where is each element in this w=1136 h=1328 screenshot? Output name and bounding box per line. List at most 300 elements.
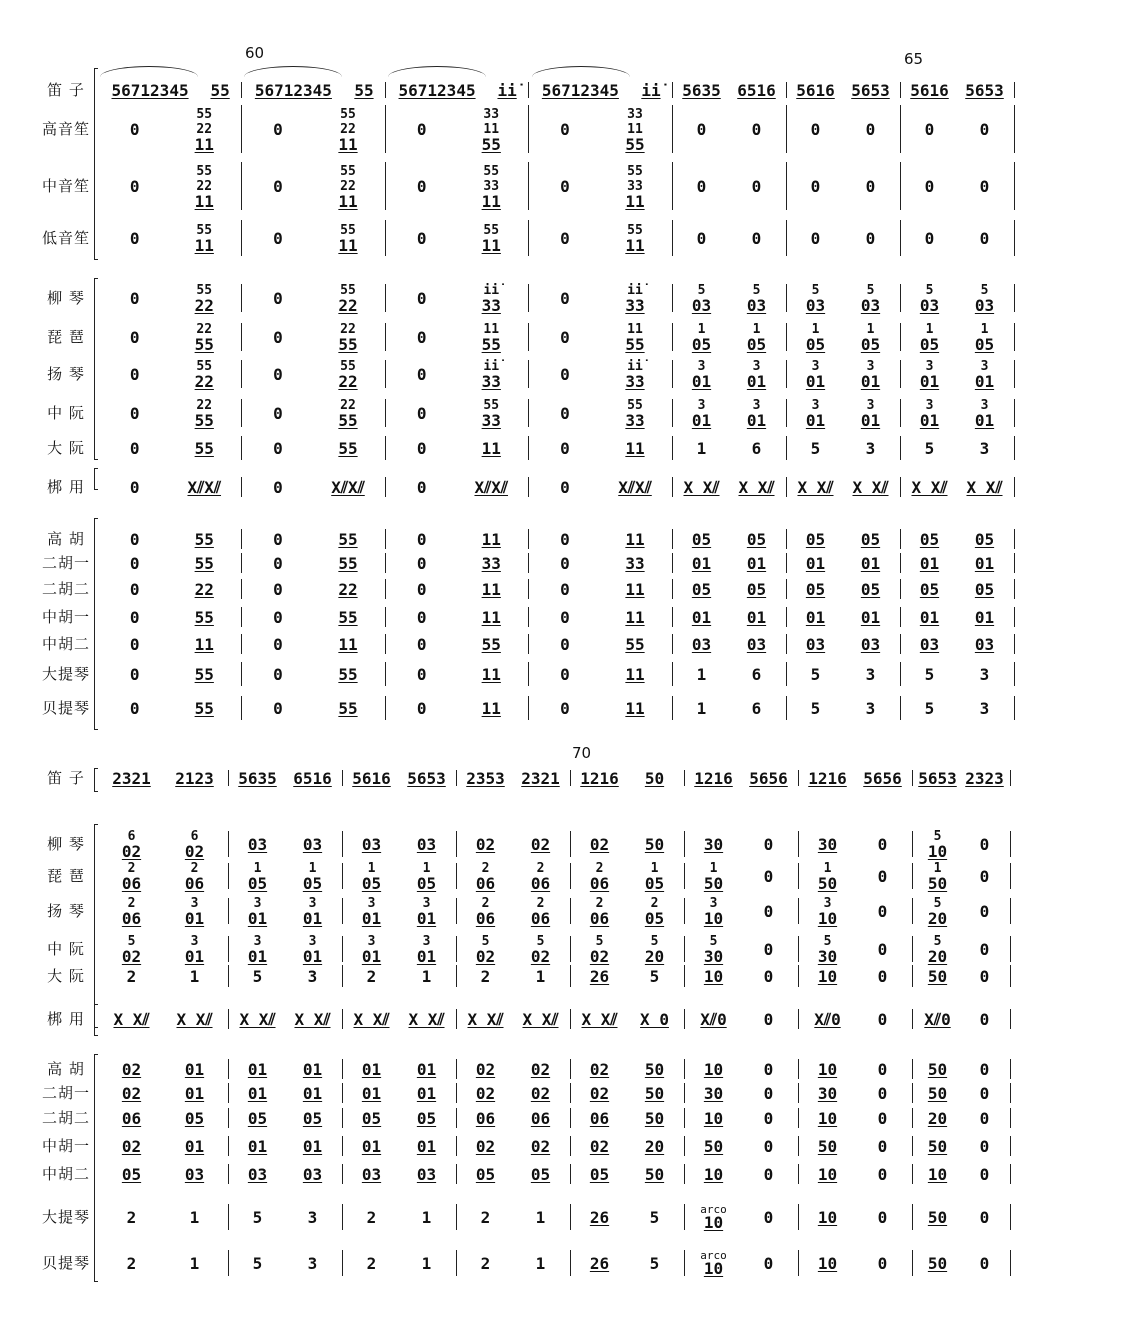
instrument-label: 中胡二: [41, 1165, 90, 1183]
bar-line: [912, 1136, 913, 1156]
beat-cell: [686, 1136, 741, 1156]
note-group: 02: [475, 1136, 496, 1156]
beat-cell: [313, 579, 383, 599]
bar-line: [528, 284, 529, 312]
note-group: 02: [121, 1136, 142, 1156]
beat-cell: [100, 327, 170, 347]
note-group: 05: [644, 874, 665, 893]
beat-cell: [729, 359, 784, 389]
beat-cell: [843, 283, 898, 313]
bar-line: [912, 965, 913, 987]
note-group: 50: [927, 966, 948, 986]
beat-cell: [163, 1083, 226, 1103]
beat-cell: [243, 176, 313, 196]
bar-line: [241, 662, 242, 686]
note-group: 56712345: [398, 80, 476, 100]
beat-cell: [100, 1136, 163, 1156]
note-group: 11: [194, 134, 214, 154]
instrument-row: [38, 660, 1098, 688]
bar-line: [1014, 477, 1015, 497]
note-group: 5: [924, 664, 935, 684]
note-group: 20: [927, 947, 948, 966]
instrument-label: 中胡一: [41, 608, 90, 626]
beat-cell: [741, 939, 796, 959]
note-group: 5: [866, 283, 875, 298]
note-group: 3: [307, 966, 318, 986]
bar-line: [456, 1204, 457, 1230]
instrument-label: 大 阮: [47, 967, 85, 985]
bar-line: [342, 863, 343, 889]
note-group: 03: [919, 634, 940, 654]
beat-cell: [170, 438, 240, 458]
note-group: 01: [302, 1136, 323, 1156]
bar-line: [456, 1009, 457, 1029]
beat-cell: [457, 529, 527, 549]
note-group: 50: [644, 1083, 665, 1103]
note-group: 3: [865, 664, 876, 684]
beat-cell: [686, 1108, 741, 1128]
note-group: 03: [860, 634, 881, 654]
note-group: 06: [121, 1108, 142, 1128]
beat-cell: [100, 861, 163, 891]
bar-line: [1010, 1108, 1011, 1128]
note-group: 5: [595, 934, 604, 949]
beat-cell: [788, 634, 843, 654]
beat-cell: [200, 80, 240, 100]
note-group: 0: [273, 119, 283, 139]
beat-cell: [457, 553, 527, 573]
beat-cell: [600, 322, 670, 352]
beat-cell: [458, 966, 513, 986]
note-group: 10: [927, 842, 948, 861]
bar-line: [528, 696, 529, 720]
note-group: 0: [877, 834, 888, 854]
beat-cell: [458, 1136, 513, 1156]
beat-cell: [729, 634, 784, 654]
beat-cell: [788, 359, 843, 389]
bar-line: [570, 965, 571, 987]
bar-line: [528, 553, 529, 573]
beat-cell: [729, 607, 784, 627]
note-group: 3: [925, 398, 934, 413]
note-group: 0: [273, 403, 283, 423]
beat-cell: [457, 438, 527, 458]
note-group: 3: [190, 896, 199, 911]
instrument-row: [38, 218, 1098, 258]
note-group: 5: [649, 1207, 660, 1227]
note-group: 0: [560, 553, 570, 573]
note-group: 06: [475, 909, 496, 928]
note-group: 3: [866, 398, 875, 413]
beat-cell: [100, 477, 170, 497]
note-group: 5656: [749, 768, 788, 788]
beat-cell: [800, 1083, 855, 1103]
bar-line: [1014, 284, 1015, 312]
bar-line: [528, 634, 529, 654]
beat-cell: [600, 223, 670, 253]
beat-cell: [800, 1108, 855, 1128]
bar-line: [456, 898, 457, 924]
note-group: 0: [273, 529, 283, 549]
note-group: 55: [481, 134, 501, 154]
note-group: 33: [627, 178, 643, 194]
instrument-label: 二胡二: [41, 1109, 90, 1127]
beat-cell: [100, 553, 170, 573]
beat-cell: [313, 107, 383, 152]
note-group: X X⫽: [294, 1009, 331, 1029]
note-group: 5: [924, 438, 935, 458]
note-group: 2: [595, 861, 604, 876]
note-group: 3: [422, 896, 431, 911]
note-group: 3: [308, 896, 317, 911]
note-group: 02: [475, 947, 496, 966]
note-group: 2: [127, 861, 136, 876]
note-group: 01: [974, 607, 995, 627]
note-group: 01: [302, 909, 323, 928]
instrument-row: [38, 160, 1098, 212]
bar-line: [1014, 696, 1015, 720]
note-group: i̇i̇: [497, 80, 517, 100]
note-group: 05: [746, 579, 767, 599]
bar-line: [900, 220, 901, 256]
beat-cell: [729, 176, 784, 196]
note-group: 33: [481, 411, 501, 430]
bar-line: [385, 105, 386, 153]
beat-cell: [902, 634, 957, 654]
beat-cell: [313, 529, 383, 549]
note-group: 1: [933, 861, 942, 876]
beat-cell: [100, 1083, 163, 1103]
note-group: 3: [367, 934, 376, 949]
beat-cell: [843, 176, 898, 196]
note-group: 55: [625, 335, 645, 354]
instrument-row: [38, 605, 1098, 629]
note-group: 2323: [965, 768, 1004, 788]
note-group: 50: [644, 1059, 665, 1079]
beat-cell: [902, 664, 957, 684]
note-group: 0: [560, 634, 570, 654]
note-group: 0: [979, 1059, 990, 1079]
bar-line: [228, 1204, 229, 1230]
beat-cell: [729, 228, 784, 248]
bar-line: [672, 477, 673, 497]
note-group: 02: [530, 1083, 551, 1103]
beat-cell: [163, 934, 226, 964]
note-group: 3: [367, 896, 376, 911]
beat-cell: [100, 403, 170, 423]
measure-number: 60: [245, 44, 265, 62]
note-group: 0: [273, 477, 283, 497]
beat-cell: [100, 1108, 163, 1128]
note-group: 02: [589, 1059, 610, 1079]
beat-cell: [914, 1207, 961, 1227]
note-group: 0: [979, 901, 990, 921]
note-group: 5: [933, 896, 942, 911]
note-group: 11: [338, 191, 358, 211]
note-group: 0: [129, 529, 140, 549]
beat-cell: [961, 1083, 1008, 1103]
beat-cell: [100, 176, 170, 196]
beat-cell: [170, 283, 240, 313]
note-group: 06: [184, 874, 205, 893]
beat-cell: [600, 664, 670, 684]
beat-cell: [572, 1108, 627, 1128]
beat-cell: [100, 664, 170, 684]
beat-cell: [957, 228, 1012, 248]
note-group: 30: [703, 1083, 724, 1103]
note-group: 33: [625, 411, 645, 430]
note-group: 01: [184, 1059, 205, 1079]
note-group: 06: [530, 909, 551, 928]
beat-cell: [230, 1059, 285, 1079]
note-group: 3: [697, 398, 706, 413]
beat-cell: [387, 364, 457, 384]
beat-cell: [457, 322, 527, 352]
beat-cell: [344, 1108, 399, 1128]
note-group: 1216: [694, 768, 733, 788]
note-group: 1: [697, 322, 706, 337]
instrument-label: 中胡一: [41, 1137, 90, 1155]
beat-cell: [914, 1164, 961, 1184]
note-group: 05: [860, 529, 881, 549]
beat-cell: [741, 1253, 796, 1273]
bar-line: [1014, 579, 1015, 599]
note-group: 01: [919, 553, 940, 573]
note-group: 02: [589, 947, 610, 966]
bar-line: [570, 1164, 571, 1184]
note-group: 20: [927, 1108, 948, 1128]
bar-line: [1014, 360, 1015, 388]
note-group: 11: [481, 438, 501, 458]
note-group: 55: [338, 529, 358, 549]
note-group: X X⫽: [408, 1009, 445, 1029]
beat-cell: [458, 861, 513, 891]
beat-cell: [600, 634, 670, 654]
beat-cell: [902, 228, 957, 248]
note-group: 1: [421, 966, 432, 986]
beat-cell: [313, 698, 383, 718]
note-group: 0: [416, 529, 427, 549]
note-group: 0: [129, 607, 140, 627]
bar-line: [900, 105, 901, 153]
beat-cell: [163, 768, 226, 788]
note-group: 05: [805, 579, 826, 599]
note-group: 3: [866, 359, 875, 374]
note-group: X⫽X⫽: [187, 477, 222, 497]
note-group: 06: [475, 874, 496, 893]
bar-line: [241, 579, 242, 599]
bar-line: [1010, 965, 1011, 987]
beat-cell: [530, 438, 600, 458]
beat-cell: [170, 477, 240, 497]
beat-cell: [843, 322, 898, 352]
note-group: 11: [194, 634, 214, 654]
note-group: 0: [129, 477, 140, 497]
beat-cell: [686, 768, 741, 788]
beat-cell: [399, 896, 454, 926]
note-group: 2: [126, 966, 137, 986]
note-group: 5635: [238, 768, 277, 788]
beat-cell: [674, 322, 729, 352]
beat-cell: [957, 698, 1012, 718]
bar-line: [1014, 553, 1015, 573]
note-group: 11: [338, 236, 358, 255]
beat-cell: [230, 966, 285, 986]
bar-line: [912, 770, 913, 786]
beat-cell: [387, 634, 457, 654]
bar-line: [570, 770, 571, 786]
note-group: 01: [416, 1083, 437, 1103]
beat-cell: [788, 698, 843, 718]
note-group: 05: [121, 1164, 142, 1184]
note-group: 01: [691, 411, 712, 430]
beat-cell: [600, 529, 670, 549]
note-group: 02: [121, 947, 142, 966]
note-group: X X⫽: [113, 1009, 150, 1029]
bar-line: [912, 1204, 913, 1230]
instrument-row: [38, 434, 1098, 462]
note-group: 2321: [521, 768, 560, 788]
beat-cell: [399, 934, 454, 964]
measure-number: 65: [904, 50, 924, 68]
note-group: 0: [763, 1108, 774, 1128]
bar-line: [912, 1059, 913, 1079]
beat-cell: [600, 438, 670, 458]
note-group: 02: [589, 1136, 610, 1156]
note-group: 11: [481, 664, 501, 684]
note-group: 2: [536, 861, 545, 876]
note-group: 03: [805, 634, 826, 654]
beat-cell: [600, 477, 670, 497]
beat-cell: [458, 768, 513, 788]
note-group: 0: [273, 698, 283, 718]
beat-cell: [741, 1207, 796, 1227]
beat-cell: [458, 1164, 513, 1184]
bar-line: [241, 553, 242, 573]
note-group: 11: [627, 121, 643, 137]
bar-line: [798, 936, 799, 962]
note-group: 0: [877, 1164, 888, 1184]
beat-cell: [313, 322, 383, 352]
bar-line: [241, 696, 242, 720]
note-group: 05: [247, 874, 268, 893]
beat-cell: [457, 107, 527, 152]
note-group: 55: [481, 634, 501, 654]
bar-line: [385, 399, 386, 427]
beat-cell: [457, 477, 527, 497]
note-group: X⫽X⫽: [618, 477, 652, 497]
beat-cell: [788, 579, 843, 599]
beat-cell: [961, 966, 1008, 986]
beat-cell: [843, 698, 898, 718]
note-group: 22: [340, 398, 356, 413]
score-page: [38, 38, 1098, 1290]
note-group: 3: [823, 896, 832, 911]
beat-cell: [399, 966, 454, 986]
bar-line: [900, 284, 901, 312]
beat-cell: [686, 966, 741, 986]
note-group: 01: [302, 1083, 323, 1103]
beat-cell: [513, 861, 568, 891]
note-group: 50: [927, 1083, 948, 1103]
beat-cell: [230, 934, 285, 964]
bar-line: [241, 323, 242, 351]
bar-line: [456, 1164, 457, 1184]
beat-cell: [513, 1009, 568, 1029]
bar-line: [241, 529, 242, 549]
beat-cell: [100, 288, 170, 308]
note-group: 0: [979, 228, 990, 248]
beat-cell: [741, 1108, 796, 1128]
beat-cell: [961, 1253, 1008, 1273]
beat-cell: [530, 607, 600, 627]
beat-cell: [914, 1108, 961, 1128]
instrument-label: 扬 琴: [47, 365, 85, 383]
beat-cell: [100, 698, 170, 718]
note-group: 6: [127, 829, 136, 844]
note-group: 10: [817, 1207, 838, 1227]
beat-cell: [572, 1059, 627, 1079]
note-group: 6: [751, 698, 762, 718]
beat-cell: [163, 1009, 226, 1029]
note-group: 0: [865, 119, 876, 139]
note-group: 6516: [737, 80, 776, 100]
bar-line: [798, 1204, 799, 1230]
note-group: 5: [481, 934, 490, 949]
bar-line: [342, 965, 343, 987]
beat-cell: [914, 768, 961, 788]
note-group: 01: [691, 607, 712, 627]
note-group: 1: [253, 861, 262, 876]
note-group: 02: [475, 1059, 496, 1079]
beat-cell: [230, 1207, 285, 1227]
bar-line: [228, 1009, 229, 1029]
instrument-label: 琵 琶: [47, 867, 85, 885]
bar-line: [228, 965, 229, 987]
beat-cell: [788, 529, 843, 549]
note-group: 0: [129, 288, 140, 308]
bar-line: [228, 1136, 229, 1156]
note-group: 5: [252, 1207, 263, 1227]
instrument-row: [38, 768, 1098, 788]
note-group: 50: [644, 768, 665, 788]
beat-cell: [285, 1009, 340, 1029]
beat-cell: [163, 861, 226, 891]
beat-cell: [313, 164, 383, 209]
beat-cell: [457, 634, 527, 654]
bar-line: [786, 436, 787, 460]
instrument-label: 大提琴: [41, 665, 90, 683]
note-group: 02: [530, 1136, 551, 1156]
bar-line: [684, 863, 685, 889]
note-group: 0: [877, 901, 888, 921]
note-group: 5: [536, 934, 545, 949]
note-group: 01: [919, 411, 940, 430]
beat-cell: [843, 398, 898, 428]
note-group: 5653: [851, 80, 890, 100]
beat-cell: [914, 1136, 961, 1156]
beat-cell: [686, 1009, 741, 1029]
beat-cell: [914, 966, 961, 986]
beat-cell: [530, 119, 600, 139]
bar-line: [786, 579, 787, 599]
note-group: 2: [536, 896, 545, 911]
beat-cell: [961, 1207, 1008, 1227]
note-group: 0: [979, 176, 990, 196]
beat-cell: [674, 176, 729, 196]
note-group: 0: [979, 1108, 990, 1128]
bar-line: [385, 360, 386, 388]
